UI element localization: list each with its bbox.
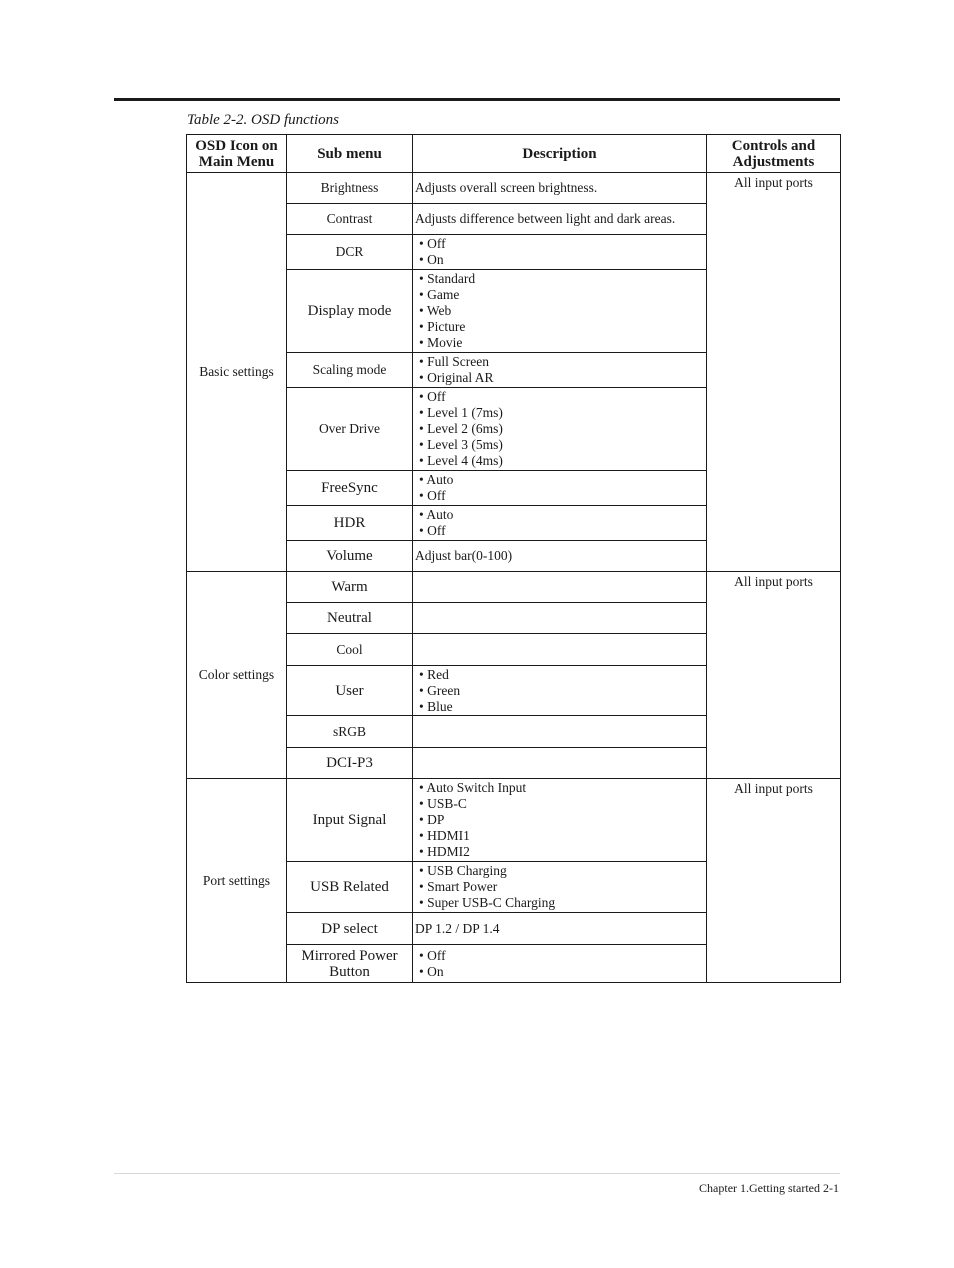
option-list (415, 780, 706, 860)
sub-menu-cell: Display mode (287, 270, 413, 353)
option-item: • Full Screen (419, 354, 706, 370)
header-sub-menu: Sub menu (287, 135, 413, 173)
option-item: • Web (419, 303, 706, 319)
description-cell: Adjusts overall screen brightness. (413, 173, 707, 204)
option-item: • Level 2 (6ms) (419, 421, 706, 437)
option-list (415, 472, 706, 504)
sub-menu-cell: sRGB (287, 716, 413, 748)
header-main-menu-line2: Main Menu (198, 153, 275, 170)
table-row (187, 173, 841, 204)
main-menu-cell: Port settings (187, 779, 287, 983)
sub-menu-cell: User (287, 666, 413, 716)
option-list (415, 389, 706, 469)
description-cell (413, 603, 707, 634)
sub-menu-cell: DCR (287, 235, 413, 270)
option-item: • Level 3 (5ms) (419, 437, 706, 453)
description-cell (413, 666, 707, 716)
description-cell (413, 235, 707, 270)
page-footer: Chapter 1.Getting started 2-1 (699, 1181, 839, 1195)
option-list (415, 236, 706, 268)
option-list (415, 507, 706, 539)
option-item: • Auto Switch Input (419, 780, 706, 796)
description-cell (413, 471, 707, 506)
option-item: • USB-C (419, 796, 706, 812)
sub-menu-cell: DCI-P3 (287, 748, 413, 779)
header-main-menu (187, 135, 287, 173)
option-item: • Level 4 (4ms) (419, 453, 706, 469)
sub-menu-cell: Scaling mode (287, 353, 413, 388)
sub-menu-cell: Volume (287, 541, 413, 572)
option-item: • Picture (419, 319, 706, 335)
option-item: • Auto (419, 472, 706, 488)
header-controls-line2: Adjustments (732, 153, 815, 170)
description-cell (413, 634, 707, 666)
osd-functions-table (186, 134, 841, 983)
description-cell (413, 353, 707, 388)
sub-menu-cell: FreeSync (287, 471, 413, 506)
option-item: • Red (419, 667, 706, 683)
table-body (187, 173, 841, 983)
option-item: • Game (419, 287, 706, 303)
option-item: • Off (419, 948, 706, 964)
description-cell: Adjusts difference between light and dark areas. (413, 204, 707, 235)
option-item: • Off (419, 389, 706, 405)
sub-menu-cell: USB Related (287, 862, 413, 913)
option-item: • HDMI2 (419, 844, 706, 860)
description-cell (413, 506, 707, 541)
table-caption: Table 2-2. OSD functions (187, 112, 339, 128)
option-item: • USB Charging (419, 863, 706, 879)
description-cell (413, 779, 707, 862)
option-item: • Off (419, 523, 706, 539)
main-menu-cell: Color settings (187, 572, 287, 779)
option-item: • On (419, 252, 706, 268)
sub-menu-cell: Neutral (287, 603, 413, 634)
option-item: • On (419, 964, 706, 980)
description-cell (413, 862, 707, 913)
sub-menu-cell: Contrast (287, 204, 413, 235)
option-item: • Level 1 (7ms) (419, 405, 706, 421)
option-item: • Off (419, 236, 706, 252)
sub-menu-cell: HDR (287, 506, 413, 541)
option-list (415, 271, 706, 351)
option-list (415, 354, 706, 386)
option-item: • Movie (419, 335, 706, 351)
sub-menu-cell: Input Signal (287, 779, 413, 862)
controls-cell: All input ports (707, 572, 841, 779)
sub-menu-cell: Cool (287, 634, 413, 666)
description-cell (413, 748, 707, 779)
option-item: • Smart Power (419, 879, 706, 895)
footer-rule (114, 1173, 840, 1174)
option-item: • Super USB-C Charging (419, 895, 706, 911)
description-cell: Adjust bar(0-100) (413, 541, 707, 572)
table-row (187, 779, 841, 862)
table-row (187, 572, 841, 603)
header-controls-line1: Controls and (731, 137, 816, 154)
sub-menu-cell: DP select (287, 913, 413, 945)
description-cell (413, 716, 707, 748)
header-row (187, 135, 841, 173)
main-menu-cell: Basic settings (187, 173, 287, 572)
option-item: • Standard (419, 271, 706, 287)
description-cell (413, 945, 707, 983)
option-item: • Blue (419, 699, 706, 715)
option-item: • HDMI1 (419, 828, 706, 844)
controls-cell: All input ports (707, 173, 841, 572)
sub-menu-cell: Mirrored Power Button (287, 945, 413, 983)
option-item: • Off (419, 488, 706, 504)
option-item: • Green (419, 683, 706, 699)
description-cell (413, 388, 707, 471)
option-item: • Auto (419, 507, 706, 523)
option-list (415, 863, 706, 911)
header-controls (707, 135, 841, 173)
sub-menu-cell: Brightness (287, 173, 413, 204)
description-cell (413, 572, 707, 603)
sub-menu-cell: Warm (287, 572, 413, 603)
option-list (415, 948, 706, 980)
option-item: • DP (419, 812, 706, 828)
option-list (415, 667, 706, 715)
header-main-menu-line1: OSD Icon on (195, 137, 278, 154)
option-item: • Original AR (419, 370, 706, 386)
sub-menu-cell: Over Drive (287, 388, 413, 471)
header-description: Description (413, 135, 707, 173)
description-cell (413, 270, 707, 353)
controls-cell: All input ports (707, 779, 841, 983)
description-cell: DP 1.2 / DP 1.4 (413, 913, 707, 945)
top-rule (114, 98, 840, 101)
